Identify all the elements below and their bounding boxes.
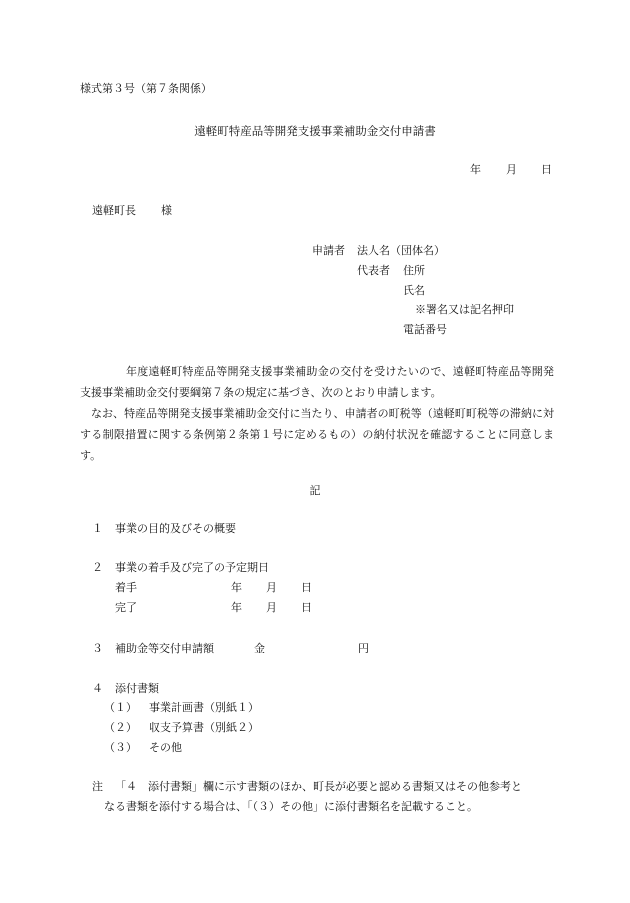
item1-number: １ bbox=[92, 522, 103, 535]
end-month: 月 bbox=[266, 601, 277, 614]
date-day: 日 bbox=[541, 163, 552, 176]
note-line-2: なる書類を添付する場合は、「（３）その他」に添付書類名を記載すること。 bbox=[104, 800, 478, 813]
item4-number: ４ bbox=[92, 682, 103, 695]
date-year: 年 bbox=[470, 163, 481, 176]
start-year: 年 bbox=[231, 581, 242, 594]
addressee-name: 遠軽町長 bbox=[92, 204, 136, 217]
item3-number: ３ bbox=[92, 642, 103, 655]
seal-note: ※署名又は記名押印 bbox=[415, 303, 514, 316]
corp-name-label: 法人名（団体名） bbox=[357, 244, 445, 257]
amount-kin: 金 bbox=[254, 642, 265, 655]
sub1-number: （１） bbox=[104, 701, 137, 714]
start-label: 着手 bbox=[115, 581, 137, 594]
addressee-honorific: 様 bbox=[161, 204, 172, 217]
address-label: 住所 bbox=[403, 264, 425, 277]
ki-heading: 記 bbox=[309, 484, 321, 497]
sub3-label: その他 bbox=[149, 741, 182, 754]
item1-label: 事業の目的及びその概要 bbox=[115, 522, 236, 535]
amount-yen: 円 bbox=[358, 642, 369, 655]
phone-label: 電話番号 bbox=[403, 323, 447, 336]
sub2-label: 収支予算書（別紙２） bbox=[149, 721, 259, 734]
applicant-label: 申請者 bbox=[312, 244, 345, 257]
note-line-1: 「４ 添付書類」欄に示す書類のほか、町長が必要と認める書類又はその他参考と bbox=[115, 780, 522, 793]
note-mark: 注 bbox=[92, 780, 103, 793]
item2-number: ２ bbox=[92, 561, 103, 574]
item2-label: 事業の着手及び完了の予定期日 bbox=[115, 561, 269, 574]
end-year: 年 bbox=[231, 601, 242, 614]
start-month: 月 bbox=[266, 581, 277, 594]
page-title: 遠軽町特産品等開発支援事業補助金交付申請書 bbox=[194, 124, 436, 138]
start-day: 日 bbox=[301, 581, 312, 594]
date-month: 月 bbox=[506, 163, 517, 176]
item3-label: 補助金等交付申請額 bbox=[115, 642, 214, 655]
body-paragraph-2: なお、特産品等開発支援事業補助金交付に当たり、申請者の町税等（遠軽町町税等の滞納に対する制限措置に関する条例第２条第１号に定めるもの）の納付状況を確認することに同意します。 bbox=[80, 407, 554, 462]
item4-label: 添付書類 bbox=[115, 682, 159, 695]
sub3-number: （３） bbox=[104, 741, 137, 754]
sub2-number: （２） bbox=[104, 721, 137, 734]
name-label: 氏名 bbox=[403, 284, 425, 297]
end-day: 日 bbox=[301, 601, 312, 614]
sub1-label: 事業計画書（別紙１） bbox=[149, 701, 259, 714]
representative-label: 代表者 bbox=[357, 264, 390, 277]
body-paragraph-1: 年度遠軽町特産品等開発支援事業補助金の交付を受けたいので、遠軽町特産品等開発支援事業補助金交付要綱第７条の規定に基づき、次のとおり申請します。 bbox=[80, 365, 554, 399]
end-label: 完了 bbox=[115, 601, 137, 614]
form-number: 様式第３号（第７条関係） bbox=[80, 82, 212, 95]
